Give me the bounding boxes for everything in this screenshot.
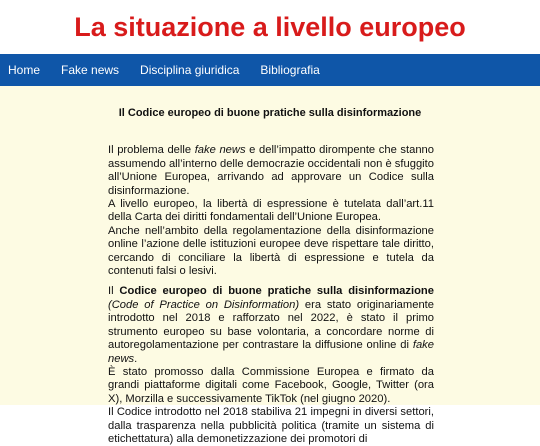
nav-item-home[interactable]: Home	[8, 63, 41, 77]
paragraph-codice	[108, 285, 434, 365]
article-heading: Il Codice europeo di buone pratiche sulla disinformazione	[118, 107, 422, 119]
codice-english-title: (Code of Practice on Disinformation)	[108, 298, 300, 311]
paragraph-regolamentazione: Anche nell’ambito della regolamentazione della disinformazione online l’azione delle istituzioni europee deve rispettare tale diritto, cercando di conciliare la libertà di espressione e tutela da contenuti falsi o lesivi.	[108, 224, 434, 278]
nav-item-disciplina-giuridica[interactable]: Disciplina giuridica	[140, 63, 240, 77]
nav-item-fake-news[interactable]: Fake news	[61, 63, 120, 77]
main-navbar	[0, 54, 540, 86]
page-title: La situazione a livello europeo	[74, 12, 466, 42]
paragraph-intro	[108, 144, 434, 198]
text: Il	[108, 285, 120, 298]
fake-news-term: fake news	[194, 144, 246, 157]
fake-news-term: fake news	[108, 339, 434, 365]
text: Il problema delle	[108, 144, 195, 157]
text: e dell’impatto dirompente che stanno assumendo all’interno delle democrazie occidentali non è sfuggito all’Unione Europea, arrivando ad approvare un Codice sulla disinformazione.	[108, 144, 434, 197]
nav-item-bibliografia[interactable]: Bibliografia	[260, 63, 320, 77]
text: .	[134, 352, 138, 365]
text: era stato originariamente introdotto nel 2018 e rafforzato nel 2022, è stato il primo strumento europeo su base volontaria, a concordare norme di autoregolamentazione per contrastare la diffusione online di	[108, 298, 434, 352]
paragraph-promosso: È stato promosso dalla Commissione Europea e firmato da grandi piattaforme digitali come Facebook, Google, Twitter (ora X), Morzilla e successivamente TikTok (nel giugno 2020).	[108, 365, 434, 405]
paragraph-impegni: Il Codice introdotto nel 2018 stabiliva 21 impegni in diversi settori, dalla trasparenza nella pubblicità politica (tramite un sistema di etichettatura) alla demonetizzazione dei promotori di	[108, 406, 434, 445]
paragraph-liberta: A livello europeo, la libertà di espressione è tutelata dall’art.11 della Carta dei diritti fondamentali dell’Unione Europea.	[108, 198, 434, 224]
codice-title: Codice europeo di buone pratiche sulla disinformazione	[119, 285, 434, 298]
article-content	[0, 86, 540, 445]
